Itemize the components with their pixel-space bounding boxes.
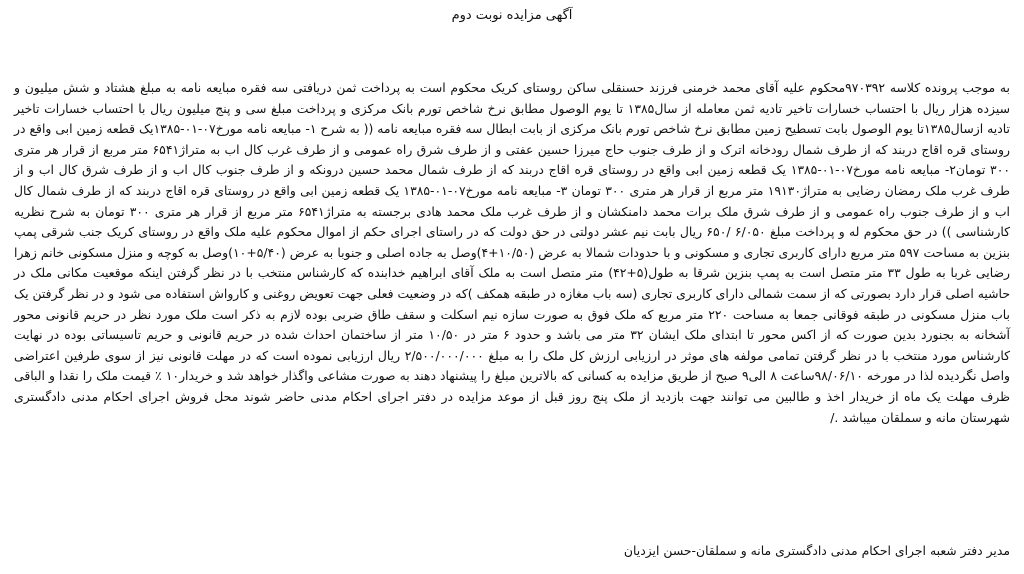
notice-signature: مدیر دفتر شعبه اجرای احکام مدنی دادگستری مانه و سملقان-حسن ایزدیان	[623, 543, 1010, 558]
notice-title: آگهی مزایده نوبت دوم	[451, 8, 573, 23]
notice-body: به موجب پرونده کلاسه ۹۷۰۳۹۲محکوم علیه آقای محمد خرمنی فرزند حسنقلی ساکن روستای کریک محکوم است به پرداخت ثمن دریافتی سه فقره مبایعه نامه به مبلغ هشتاد و شش میلیون و سیزده هزار ریال با احتساب خسارات تاخیر تادیه ثمن معامله از سال۱۳۸۵ تا یوم الوصول مطابق نرخ شاخص تورم بانک مرکزی و پرداخت مبلغ سی و پنج میلیون ریال با احتساب خسارات تاخیر تادیه ازسال۱۳۸۵تا یوم الوصول بابت تسطیح زمین مطابق نرخ شاخص تورم بانک مرکزی از بابت ابطال سه فقره مبایعه نامه (( به شرح ۱- مبایعه نامه مورخ۰۷-۰۱-۱۳۸۵یک قطعه زمین ابی واقع در روستای قره اقاج دربند که از طرف شمال رودخانه اترک و از طرف جنوب حاج میرزا حسین عفتی و از طرف شرق راه عمومی و از طرف غرب کال اب به متراژ۶۵۴۱ متر مربع از قرار هر متری ۳۰۰ تومان۲- مبایعه نامه مورخ۰۷-۰۱-۱۳۸۵ یک قطعه زمین ابی واقع در روستای قره اقاج دربند که از طرف شمال محمد حسین درونکه و از طرف جنوب کال اب و از طرف شرق کال اب و از طرف غرب ملک رمضان رضایی به متراژ۱۹۱۳۰ متر مربع از قرار هر متری ۳۰۰ تومان ۳- مبایعه نامه مورخ۰۷-۰۱-۱۳۸۵ یک قطعه زمین ابی واقع در روستای قره اقاج دربند که از طرف شمال کال اب و از طرف جنوب راه عمومی و از طرف شرق ملک برات محمد دامنکشان و از طرف غرب ملک محمد هادی برجسته به متراژ۶۵۴۱ متر مربع از قرار هر متری ۳۰۰ تومان به شرح نظریه کارشناسی )) در حق محکوم له و پرداخت مبلغ ۶/۰۵۰ /۶۵۰ ریال بابت نیم عشر دولتی در حق دولت که در راستای اجرای حکم از اموال محکوم علیه ملک واقع در روستای کریک جنب شرقی پمپ بنزین به مساحت ۵۹۷ متر مربع دارای کاربری تجاری و مسکونی و با حدودات شمالا به عرض (۱۰/۵۰+۴)وصل به جاده اصلی و جنوبا به عرض (۵/۴۰+۱۰)وصل به کوچه و منزل مسکونی خانم زهرا رضایی غربا به طول ۳۳ متر متصل است به پمپ بنزین شرقا به طول(۵+۴۲) متر متصل است به ملک آقای ابراهیم خدابنده که کارشناس منتخب با در نظر گرفتن اینکه موقعیت مکانی ملک در حاشیه اصلی قرار دارد بصورتی که از سمت شمالی دارای کاربری تجاری (سه باب مغازه در طبقه همکف )که در وضعیت فعلی جهت تعویض روغنی و کارواش استفاده می شود و در نظر گرفتن یک باب منزل مسکونی در طبقه فوقانی جمعا به مساحت ۲۲۰ متر مربع که ملک فوق به صورت سازه نیم اسکلت و سقف طاق ضربی بوده لازم به ذکر است ملک مورد نظر در حریم قانونی محور آشخانه به بجنورد بدین صورت که از اکس محور تا ابتدای ملک ایشان ۳۲ متر می باشد و حدود ۶ متر در ۱۰/۵۰ متر از ساختمان احداث شده در حریم قانونی و حریم تاسیساتی بوده در نهایت کارشناس مورد منتخب با در نظر گرفتن تمامی مولفه های موثر در ارزیابی ارزش کل ملک را به مبلغ ۲/۵۰۰/۰۰۰/۰۰۰ ریال ارزیابی نموده است که در مهلت قانونی نیز از سوی طرفین اعتراضی واصل نگردیده لذا در مورخه ۹۸/۰۶/۱۰ساعت ۸ الی۹ صبح از طریق مزایده به کسانی که بالاترین مبلغ را پیشنهاد دهند به صورت مشاعی واگذار خواهد شد و خریدار۱۰ ٪ قیمت ملک را نقدا و الباقی ظرف مهلت یک ماه از خریدار اخذ و طالبین می توانند جهت بازدید از ملک پنج روز قبل از موعد مزایده در دفتر اجرای احکام مدنی حاضر شوند محل فروش اجرای احکام مدنی دادگستری شهرستان مانه و سملقان میباشد ./	[14, 80, 1011, 425]
